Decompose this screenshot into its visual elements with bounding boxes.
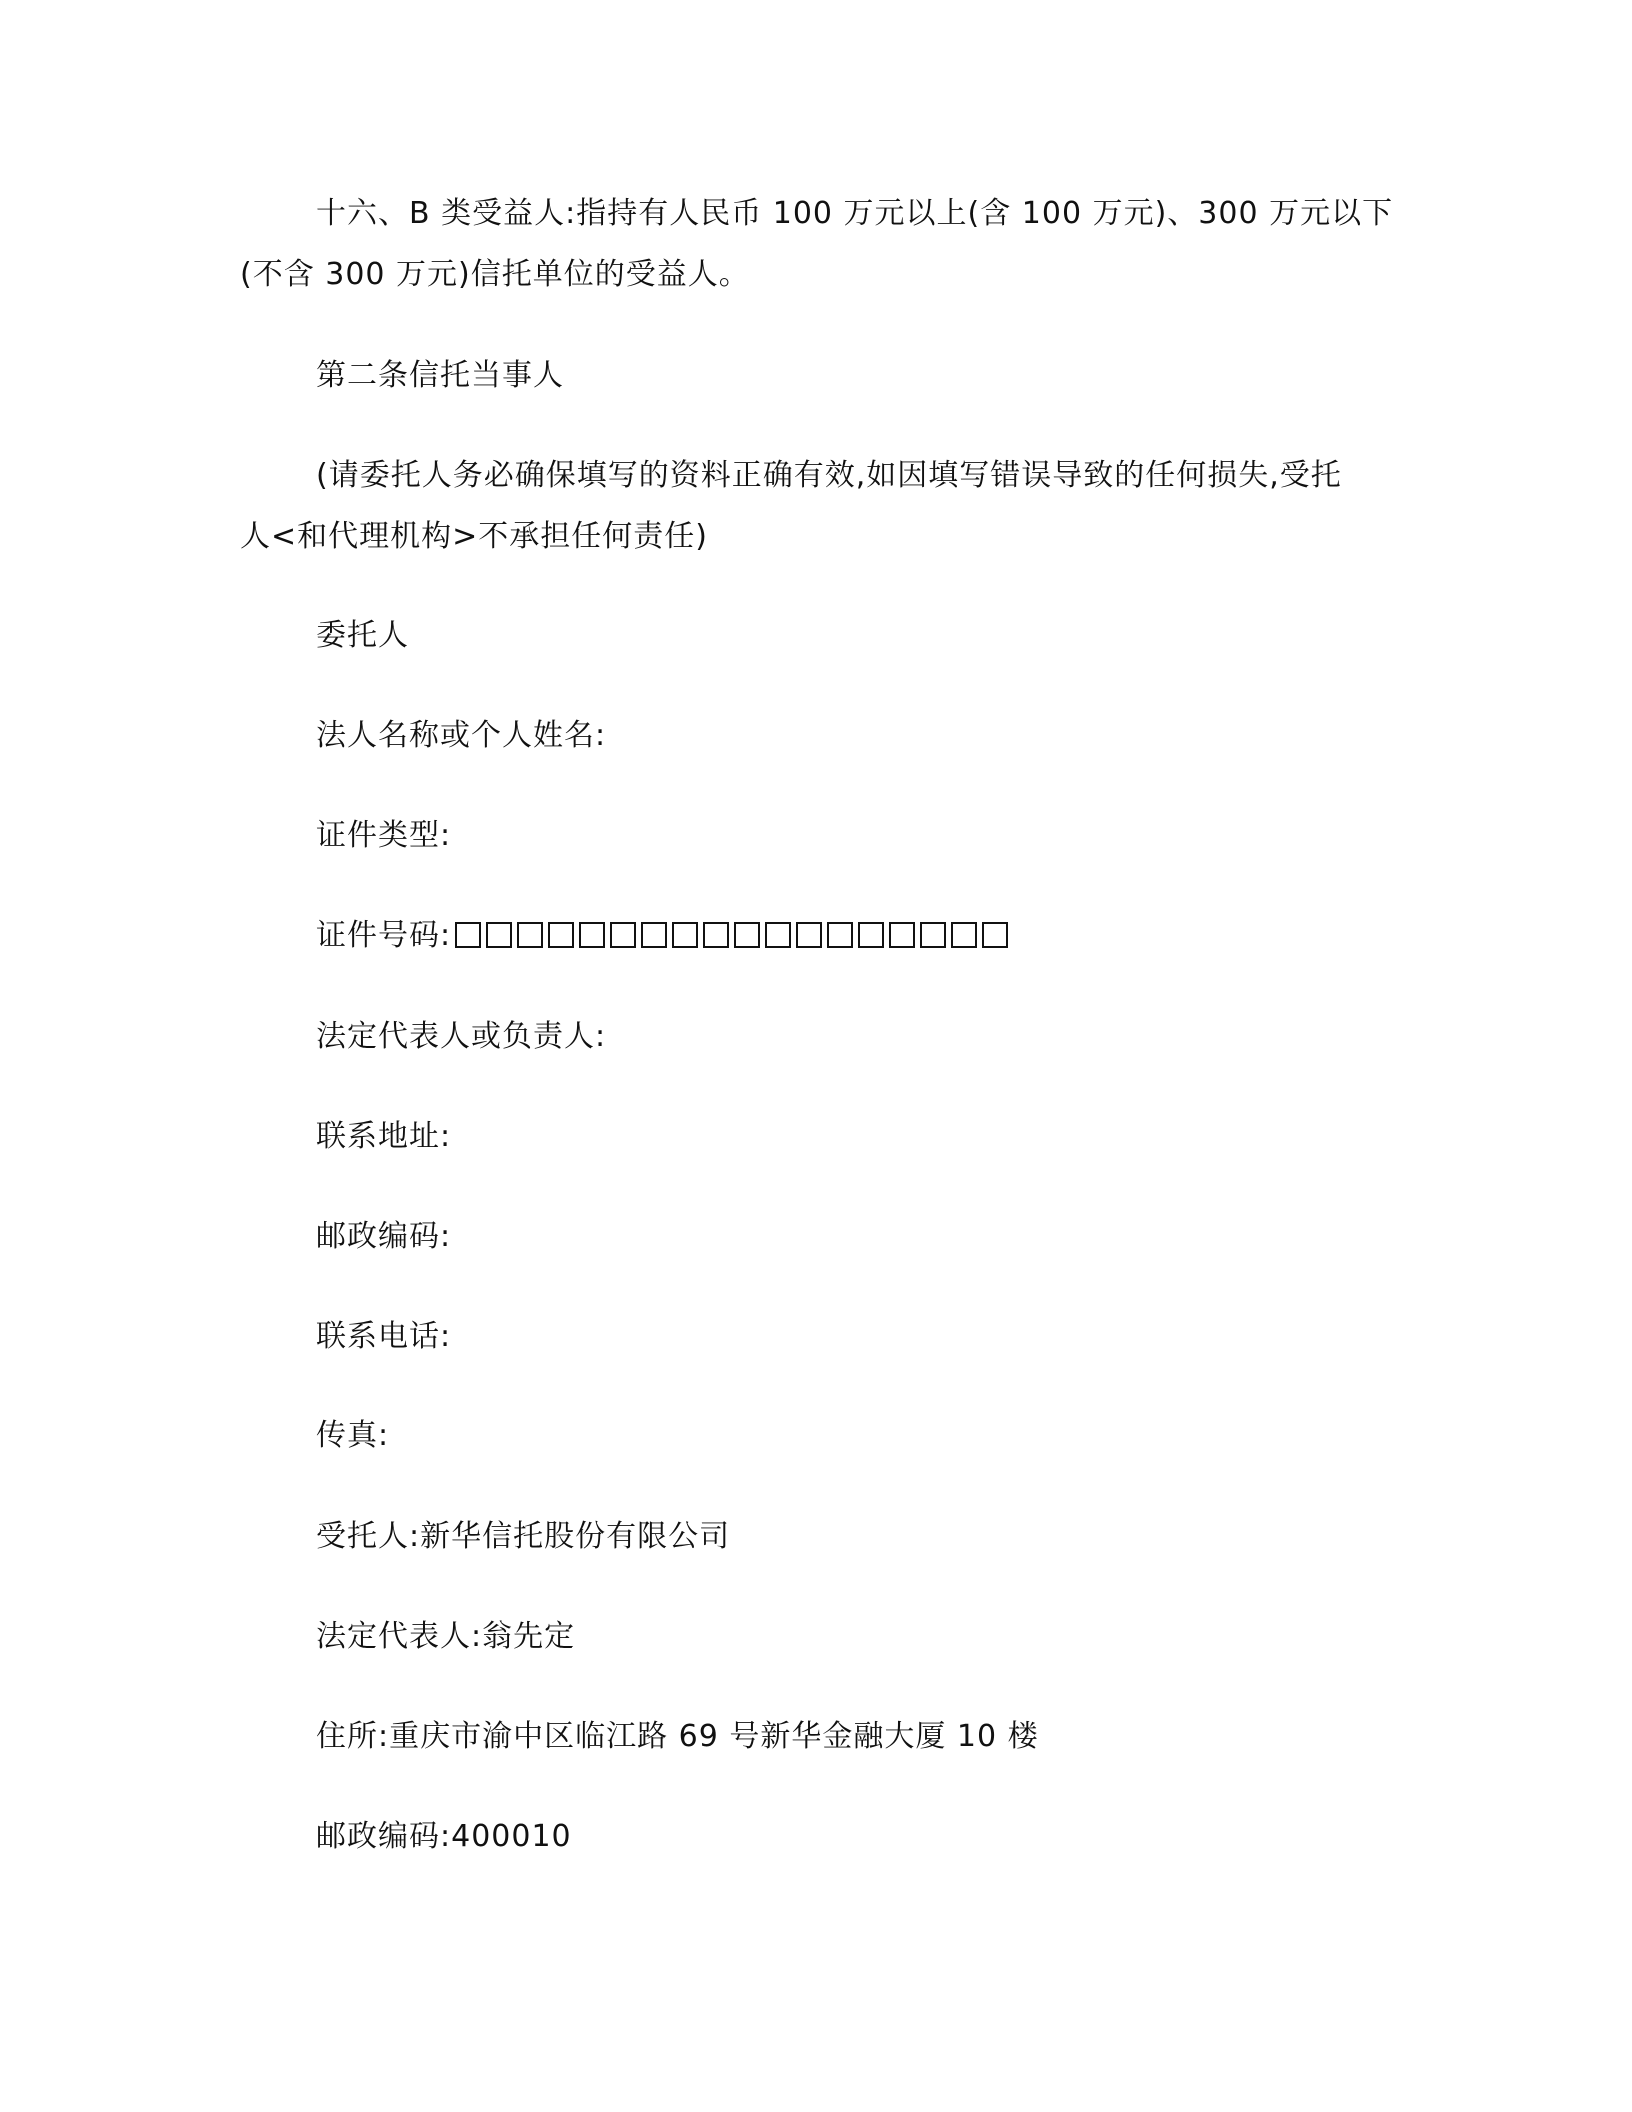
id-number-box — [672, 922, 698, 948]
id-number-box — [517, 922, 543, 948]
id-number-box — [703, 922, 729, 948]
id-number-box — [610, 922, 636, 948]
paragraph-b-class-beneficiary-line2: (不含 300 万元)信托单位的受益人。 — [240, 257, 750, 292]
label-phone: 联系电话: — [316, 1319, 452, 1354]
trustee-name: 受托人:新华信托股份有限公司 — [316, 1519, 731, 1554]
id-number-box — [765, 922, 791, 948]
paragraph-b-class-beneficiary-line1: 十六、B 类受益人:指持有人民币 100 万元以上(含 100 万元)、300 万元以下 — [316, 196, 1394, 231]
label-settlor: 委托人 — [316, 618, 409, 653]
label-id-number: 证件号码: — [316, 918, 452, 953]
paragraph-notice-line2: 人<和代理机构>不承担任何责任) — [240, 519, 708, 554]
id-number-box — [796, 922, 822, 948]
label-legal-representative: 法定代表人或负责人: — [316, 1019, 607, 1054]
label-id-type: 证件类型: — [316, 818, 452, 853]
label-fax: 传真: — [316, 1418, 390, 1453]
label-name: 法人名称或个人姓名: — [316, 718, 607, 753]
id-number-box — [889, 922, 915, 948]
id-number-box — [641, 922, 667, 948]
trustee-address: 住所:重庆市渝中区临江路 69 号新华金融大厦 10 楼 — [316, 1719, 1039, 1754]
id-number-box — [920, 922, 946, 948]
id-number-box — [734, 922, 760, 948]
id-number-box — [982, 922, 1008, 948]
id-number-boxes — [455, 905, 1013, 969]
id-number-box — [548, 922, 574, 948]
id-number-box — [858, 922, 884, 948]
id-number-box — [486, 922, 512, 948]
section-heading-trust-parties: 第二条信托当事人 — [316, 358, 564, 393]
id-number-box — [579, 922, 605, 948]
trustee-postal-code: 邮政编码:400010 — [316, 1819, 572, 1854]
id-number-box — [951, 922, 977, 948]
id-number-box — [455, 922, 481, 948]
label-postal-code: 邮政编码: — [316, 1219, 452, 1254]
id-number-row — [316, 904, 1466, 969]
label-contact-address: 联系地址: — [316, 1119, 452, 1154]
trustee-legal-representative: 法定代表人:翁先定 — [316, 1619, 576, 1654]
id-number-box — [827, 922, 853, 948]
paragraph-notice-line1: (请委托人务必确保填写的资料正确有效,如因填写错误导致的任何损失,受托 — [316, 458, 1342, 493]
